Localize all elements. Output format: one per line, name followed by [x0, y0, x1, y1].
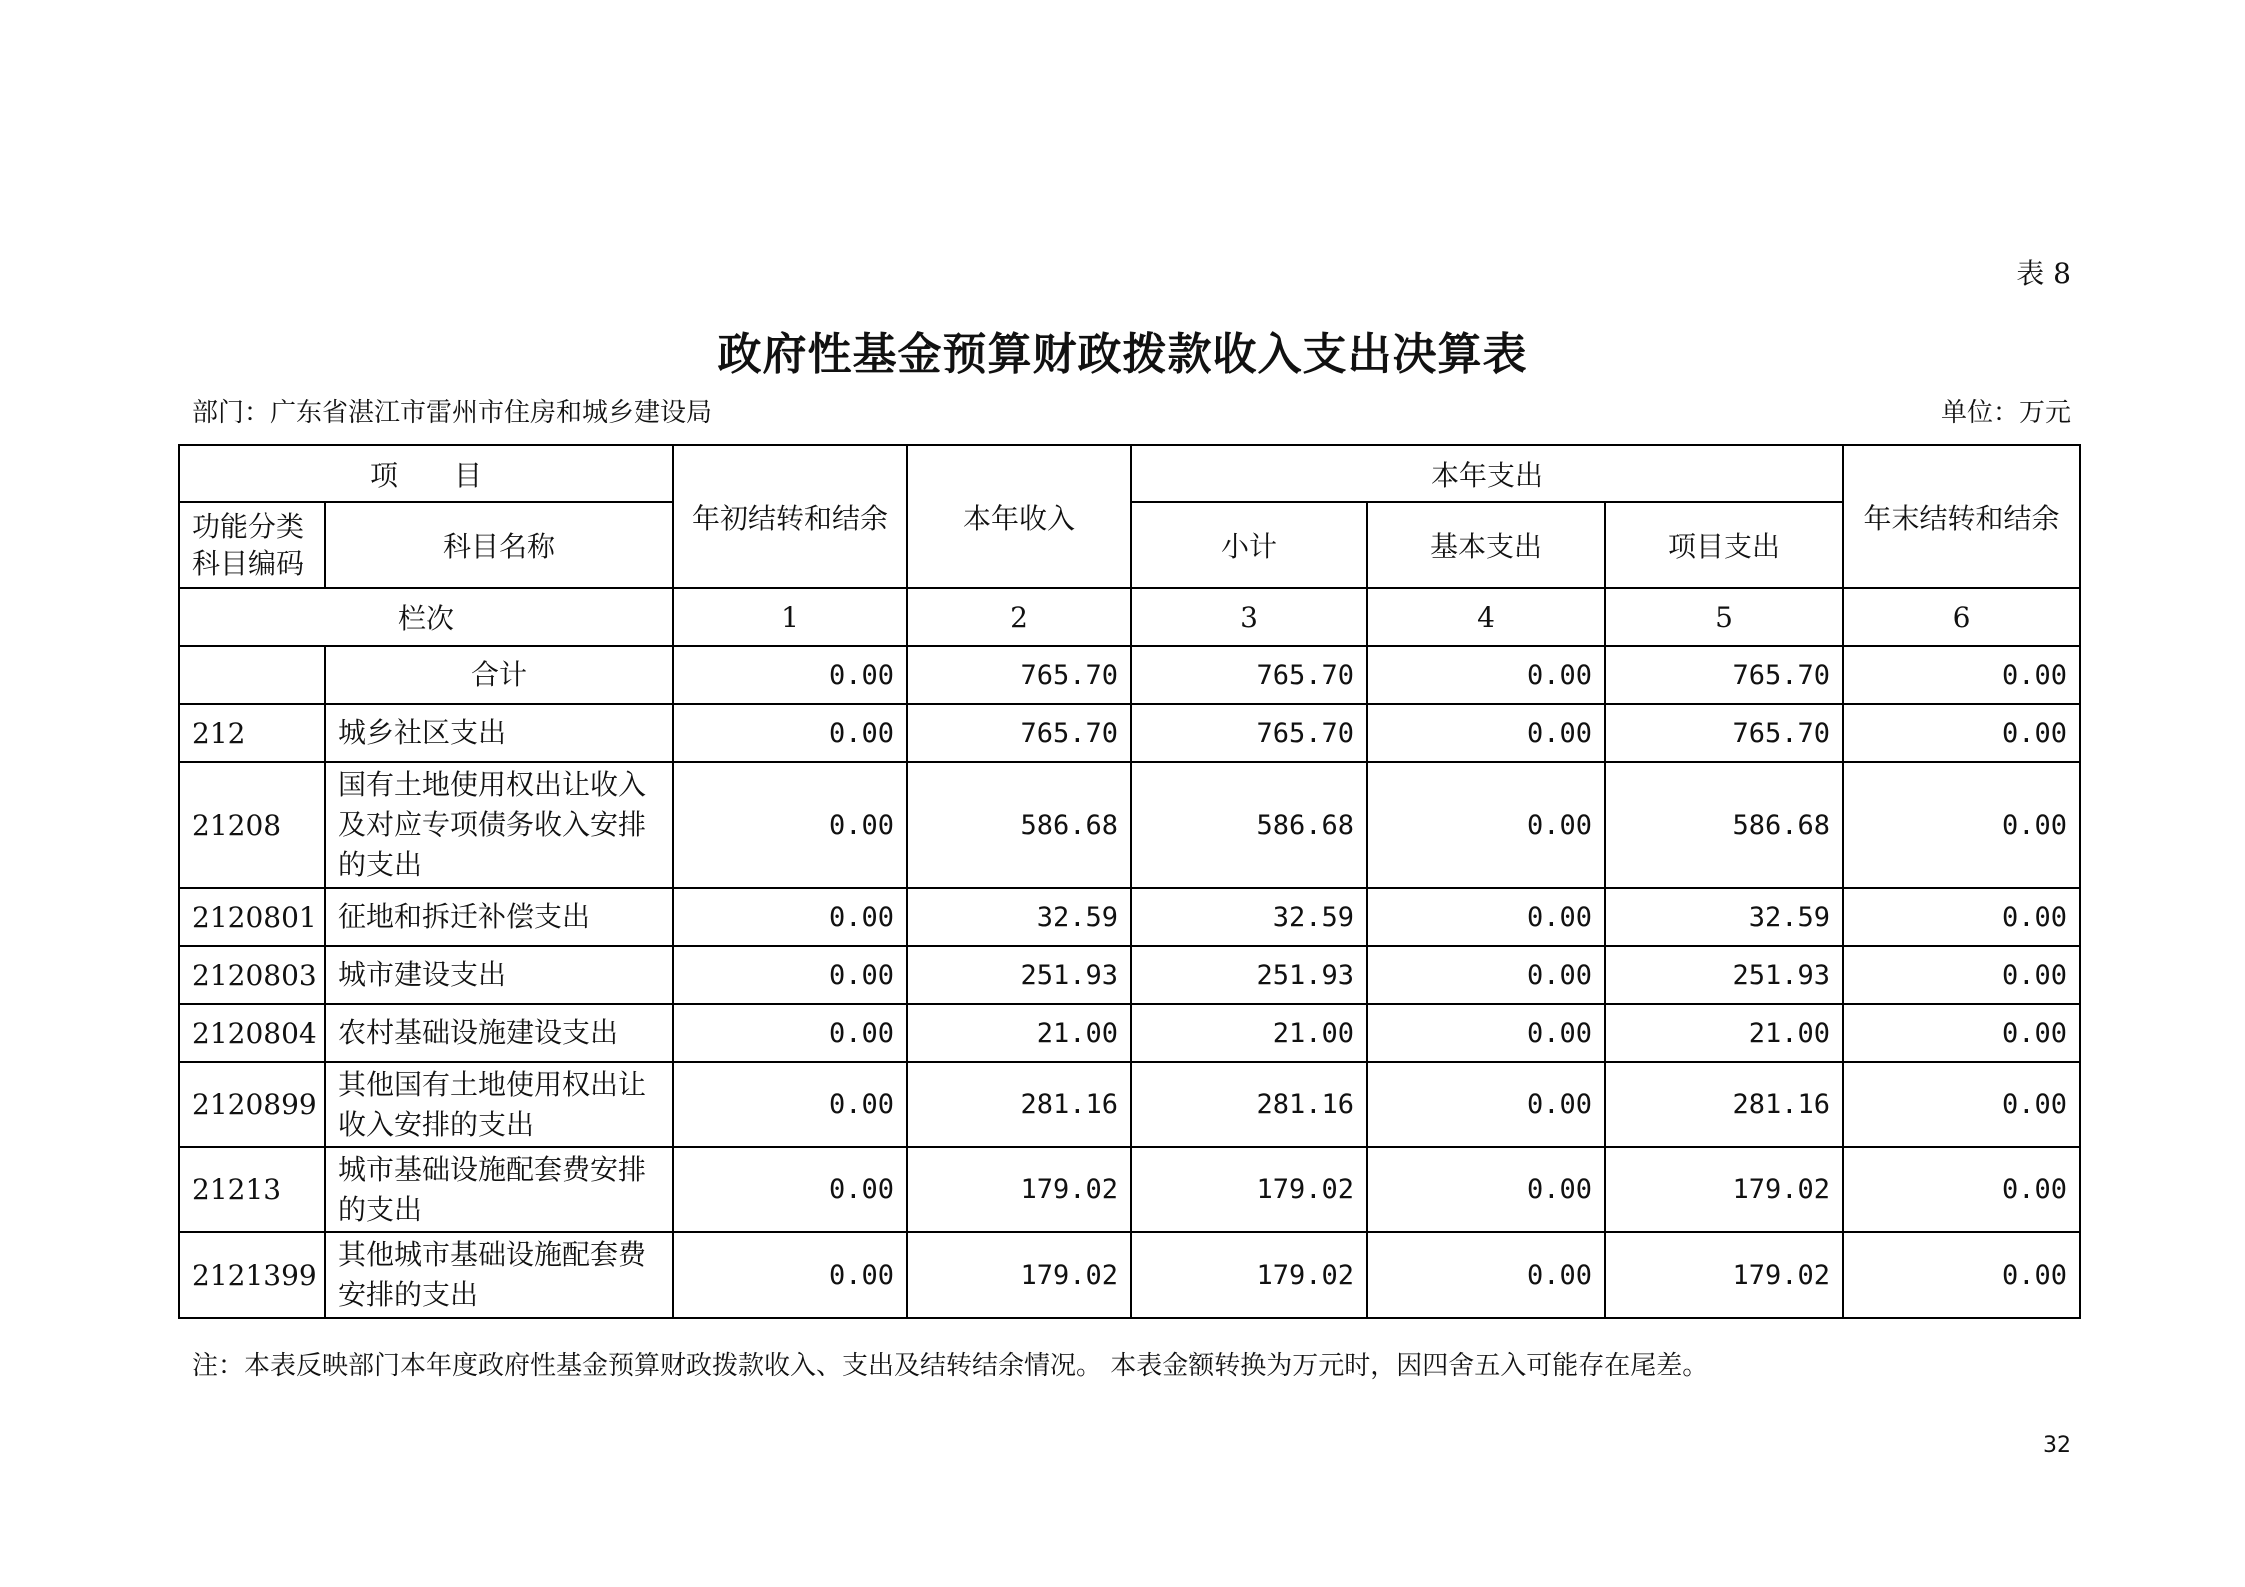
row-name: 其他城市基础设施配套费安排的支出: [325, 1232, 673, 1318]
row-income: 32.59: [907, 888, 1131, 946]
row-code: 2121399: [179, 1232, 325, 1318]
row-name: 征地和拆迁补偿支出: [325, 888, 673, 946]
row-subtotal: 765.70: [1131, 704, 1367, 762]
lanci-label: 栏次: [179, 588, 673, 646]
header-col6: 年末结转和结余: [1843, 445, 2080, 588]
row-name: 其他国有土地使用权出让收入安排的支出: [325, 1062, 673, 1147]
row-code: 2120899: [179, 1062, 325, 1147]
row-subtotal: 586.68: [1131, 762, 1367, 888]
row-carryover-begin: 0.00: [673, 646, 907, 704]
table-row: [179, 1062, 2080, 1147]
column-number-row: [179, 588, 2080, 646]
col-number-3: 3: [1131, 588, 1367, 646]
row-income: 765.70: [907, 646, 1131, 704]
row-carryover-end: 0.00: [1843, 946, 2080, 1004]
row-carryover-begin: 0.00: [673, 1232, 907, 1318]
header-name: 科目名称: [325, 502, 673, 588]
table-row: [179, 646, 2080, 704]
row-carryover-end: 0.00: [1843, 888, 2080, 946]
row-project-expense: 179.02: [1605, 1147, 1843, 1232]
budget-table: [178, 444, 2081, 1319]
row-code: 2120803: [179, 946, 325, 1004]
col-number-1: 1: [673, 588, 907, 646]
row-project-expense: 765.70: [1605, 646, 1843, 704]
department-line: [192, 392, 712, 429]
row-carryover-begin: 0.00: [673, 888, 907, 946]
row-subtotal: 21.00: [1131, 1004, 1367, 1062]
header-col4: 基本支出: [1367, 502, 1605, 588]
col-number-6: 6: [1843, 588, 2080, 646]
table-row: [179, 1004, 2080, 1062]
row-basic-expense: 0.00: [1367, 646, 1605, 704]
row-code: 21213: [179, 1147, 325, 1232]
unit-label: 单位：万元: [1940, 398, 2071, 428]
row-income: 281.16: [907, 1062, 1131, 1147]
row-basic-expense: 0.00: [1367, 946, 1605, 1004]
table-row: [179, 704, 2080, 762]
row-carryover-end: 0.00: [1843, 762, 2080, 888]
row-name: 城市基础设施配套费安排的支出: [325, 1147, 673, 1232]
row-project-expense: 179.02: [1605, 1232, 1843, 1318]
header-col3: 小计: [1131, 502, 1367, 588]
row-project-expense: 586.68: [1605, 762, 1843, 888]
row-basic-expense: 0.00: [1367, 1062, 1605, 1147]
row-income: 179.02: [907, 1232, 1131, 1318]
row-code: 2120801: [179, 888, 325, 946]
department-label: 部门：: [192, 398, 271, 428]
row-name: 合计: [325, 646, 673, 704]
header-col5: 项目支出: [1605, 502, 1843, 588]
row-income: 251.93: [907, 946, 1131, 1004]
header-expend: 本年支出: [1131, 445, 1843, 502]
row-project-expense: 21.00: [1605, 1004, 1843, 1062]
row-carryover-end: 0.00: [1843, 1147, 2080, 1232]
row-carryover-end: 0.00: [1843, 1232, 2080, 1318]
row-income: 21.00: [907, 1004, 1131, 1062]
table-row: [179, 762, 2080, 888]
row-carryover-begin: 0.00: [673, 1062, 907, 1147]
row-carryover-end: 0.00: [1843, 1004, 2080, 1062]
row-project-expense: 32.59: [1605, 888, 1843, 946]
row-basic-expense: 0.00: [1367, 1004, 1605, 1062]
footnote: 注：本表反映部门本年度政府性基金预算财政拨款收入、支出及结转结余情况。 本表金额转换为万元时，因四舍五入可能存在尾差。: [192, 1351, 1709, 1381]
header-col1: 年初结转和结余: [673, 445, 907, 588]
row-subtotal: 765.70: [1131, 646, 1367, 704]
page-title: 政府性基金预算财政拨款收入支出决算表: [717, 329, 1528, 380]
row-carryover-begin: 0.00: [673, 946, 907, 1004]
row-subtotal: 281.16: [1131, 1062, 1367, 1147]
col-number-5: 5: [1605, 588, 1843, 646]
header-col2: 本年收入: [907, 445, 1131, 588]
row-basic-expense: 0.00: [1367, 1147, 1605, 1232]
row-name: 国有土地使用权出让收入及对应专项债务收入安排的支出: [325, 762, 673, 888]
row-carryover-end: 0.00: [1843, 1062, 2080, 1147]
row-carryover-begin: 0.00: [673, 762, 907, 888]
header-row-1: [179, 445, 2080, 502]
header-code: 功能分类 科目编码: [179, 502, 325, 588]
row-name: 城乡社区支出: [325, 704, 673, 762]
table-row: [179, 1147, 2080, 1232]
row-carryover-end: 0.00: [1843, 704, 2080, 762]
row-code: 2120804: [179, 1004, 325, 1062]
department-name: 广东省湛江市雷州市住房和城乡建设局: [270, 398, 713, 428]
row-basic-expense: 0.00: [1367, 762, 1605, 888]
row-carryover-begin: 0.00: [673, 1147, 907, 1232]
row-income: 765.70: [907, 704, 1131, 762]
header-item: 项 目: [179, 445, 673, 502]
col-number-4: 4: [1367, 588, 1605, 646]
row-subtotal: 179.02: [1131, 1232, 1367, 1318]
row-code: 21208: [179, 762, 325, 888]
row-income: 179.02: [907, 1147, 1131, 1232]
row-code: [179, 646, 325, 704]
row-carryover-begin: 0.00: [673, 1004, 907, 1062]
row-basic-expense: 0.00: [1367, 888, 1605, 946]
row-project-expense: 765.70: [1605, 704, 1843, 762]
row-name: 城市建设支出: [325, 946, 673, 1004]
row-project-expense: 251.93: [1605, 946, 1843, 1004]
row-code: 212: [179, 704, 325, 762]
row-subtotal: 32.59: [1131, 888, 1367, 946]
table-row: [179, 888, 2080, 946]
table-row: [179, 946, 2080, 1004]
page-number: 32: [2043, 1433, 2071, 1458]
row-carryover-begin: 0.00: [673, 704, 907, 762]
table-row: [179, 1232, 2080, 1318]
row-project-expense: 281.16: [1605, 1062, 1843, 1147]
row-income: 586.68: [907, 762, 1131, 888]
row-subtotal: 251.93: [1131, 946, 1367, 1004]
table-number: 表 8: [2016, 257, 2071, 290]
row-name: 农村基础设施建设支出: [325, 1004, 673, 1062]
row-basic-expense: 0.00: [1367, 1232, 1605, 1318]
row-carryover-end: 0.00: [1843, 646, 2080, 704]
row-subtotal: 179.02: [1131, 1147, 1367, 1232]
col-number-2: 2: [907, 588, 1131, 646]
row-basic-expense: 0.00: [1367, 704, 1605, 762]
